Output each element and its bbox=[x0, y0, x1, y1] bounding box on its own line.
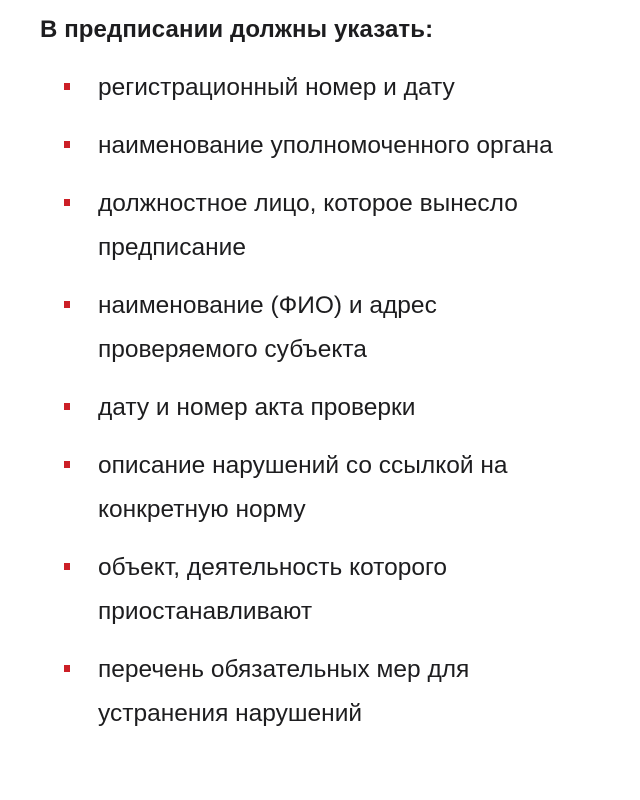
requirements-list bbox=[40, 66, 600, 736]
square-bullet-icon bbox=[64, 83, 70, 90]
list-item bbox=[40, 66, 600, 110]
list-item-text: наименование уполномоченного органа bbox=[98, 132, 553, 159]
list-item-text: описание нарушений со ссылкой на конкретную норму bbox=[98, 452, 508, 523]
list-item bbox=[40, 546, 600, 634]
list-item-text: наименование (ФИО) и адрес проверяемого субъекта bbox=[98, 292, 437, 363]
square-bullet-icon bbox=[64, 461, 70, 468]
list-item-text: должностное лицо, которое вынесло предписание bbox=[98, 190, 518, 261]
square-bullet-icon bbox=[64, 403, 70, 410]
list-item-text: объект, деятельность которого приостанавливают bbox=[98, 554, 448, 625]
list-item bbox=[40, 284, 600, 372]
list-item-text: регистрационный номер и дату bbox=[98, 74, 455, 101]
square-bullet-icon bbox=[64, 199, 70, 206]
square-bullet-icon bbox=[64, 665, 70, 672]
section-heading: В предписании должны указать: bbox=[40, 16, 434, 43]
square-bullet-icon bbox=[64, 563, 70, 570]
square-bullet-icon bbox=[64, 301, 70, 308]
list-item bbox=[40, 444, 600, 532]
list-item bbox=[40, 182, 600, 270]
list-item-text: дату и номер акта проверки bbox=[98, 394, 416, 421]
square-bullet-icon bbox=[64, 141, 70, 148]
list-item bbox=[40, 386, 600, 430]
list-item-text: перечень обязательных мер для устранения нарушений bbox=[98, 656, 470, 727]
list-item bbox=[40, 648, 600, 736]
list-item bbox=[40, 124, 600, 168]
